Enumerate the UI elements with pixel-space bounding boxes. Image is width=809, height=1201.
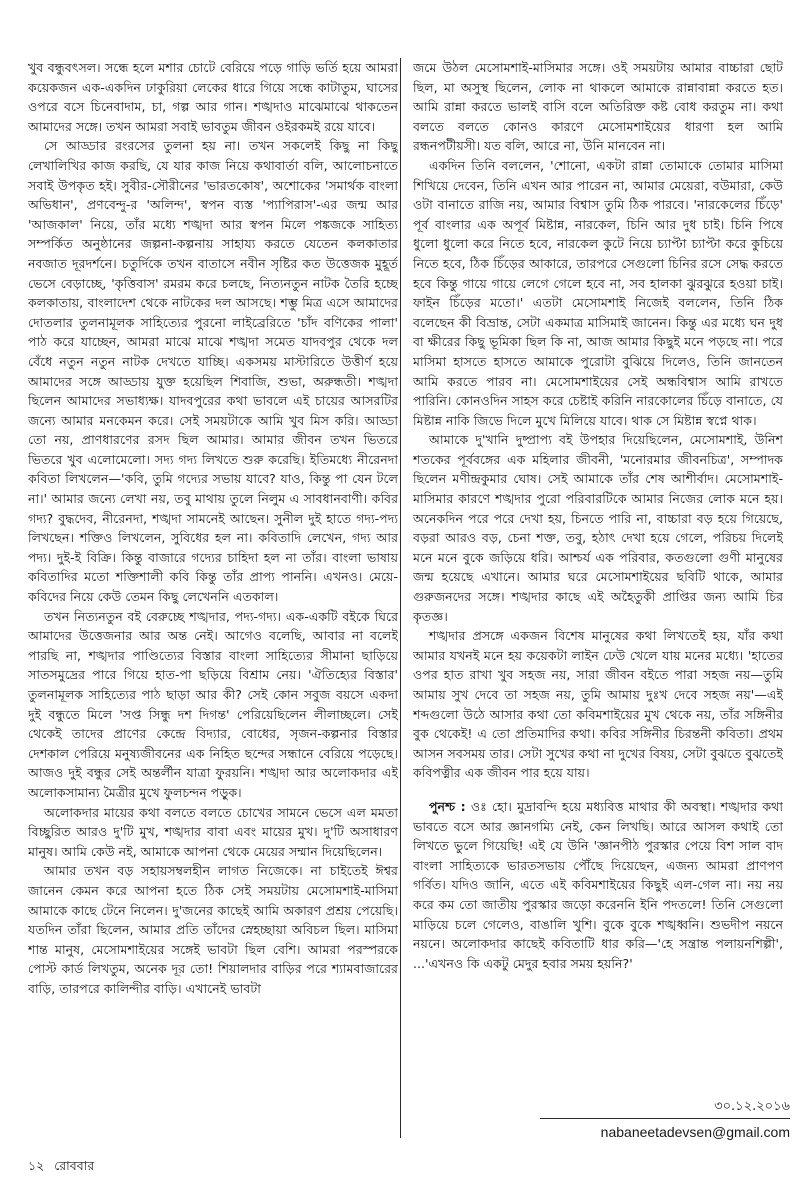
paragraph: অলোকদার মায়ের কথা বলতে বলতে চোখের সামনে ভেসে এল মমতা বিচ্ছুরিত আরও দু'টি মুখ, শঙ্খদার বাবা এবং মায়ের মুখ। দু'টি অসাধারণ মানুষ। আমি কেউ নই, আমাকে আপনা থেকে মেয়ের সম্মান দিয়েছিলেন। bbox=[28, 804, 398, 859]
paragraph: খুব বন্ধুবৎসল। সন্ধে হলে মশার চোটে বেরিয়ে পড়ে গাড়ি ভর্তি হয়ে আমরা কয়েকজন এক-একদিন ঢাকুরিয়া লেকের ধারে গিয়ে সন্ধে কাটাতুম, ঘাসের ওপরে বসে চিনেবাদাম, চা, গল্প আর গান। শঙ্খদাও মাঝেমাঝে থাকতেন আমাদের সঙ্গে। তখন আমরা সবাই ভাবতুম জীবন ওইরকমই রয়ে যাবে। bbox=[28, 60, 398, 134]
paragraph: সে আড্ডার রংরসের তুলনা হয় না। তখন সকলেই কিছু না কিছু লেখালিখির কাজ করছি, যে যার কাজ নিয়ে কথাবার্তা বলি, আলোচনাতে সবাই উপকৃত হই। সুবীর-সৌরীনের 'ভারতকোষ', অশোকের 'সমার্থক বাংলা অভিধান', প্রণবেন্দু-র 'অলিন্দ', স্বপন ব্যস্ত 'প্যাপিরাস'-এর জন্ম আর 'আজকাল' নিয়ে, তাঁর মধ্যে শঙ্খদা আর স্বপন মিলে পঙ্কজকে সাহিত্য সম্পর্কিত অনুষ্ঠানের জল্পনা-কল্পনায় সাহায্য করতে যেতেন কলকাতার নবজাত দূরদর্শনে। চতুর্দিকে তখন বাতাসে নবীন সৃষ্টির কত উত্তেজক মুহূর্ত ভেসে বেড়াচ্ছে, 'কৃত্তিবাস' রমরম করে চলছে, নিত্যনতুন নাটক তৈরি হচ্ছে কলকাতায়, বাংলাদেশ থেকে নাটকের দল আসছে। শম্ভু মিত্র এসে আমাদের দোতলার তুলনামূলক সাহিত্যের পুরনো লাইব্রেরিতে 'চাঁদ বণিকের পালা' পাঠ করে যাচ্ছেন, আমরা মাঝে মাঝে শঙ্খদা সমেত যাদবপুর থেকে দল বেঁধে নতুন নতুন নাটক দেখতে যাচ্ছি। একসময় মাস্টারিতে উত্তীর্ণ হয়ে আমাদের সঙ্গে আড্ডায় যুক্ত হয়েছিল শিবাজি, শুভা, অরুন্ধতী। শঙ্খদা ছিলেন আমাদের সভাধ্যক্ষ। যাদবপুরের কথা ভাবলে এই চায়ের আসরটির জন্যে আমার মনকেমন করে। সেই সময়টাকে আমি খুব মিস করি। আড্ডা তো নয়, প্রাণধারণের রসদ ছিল আমার। আমার জীবন তখন ভিতরে ভিতরে খুব এলোমেলো। সদ্য গদ্য লিখতে শুরু করেছি। ইতিমধ্যে নীরেনদা কবিতা লিখলেন—'কবি, তুমি গদ্যের সভায় যাবে? যাও, কিন্তু পা যেন টলে না।' আমার জন্যে লেখা নয়, তবু মাথায় তুলে নিলুম এ সাবধানবাণী। কবির গদ্য? বুদ্ধদেব, নীরেনদা, শঙ্খদা সামনেই আছেন। সুনীল দুই হাতে গদ্য-পদ্য লিখছেন। শক্তিও লিখলেন, সুবিধের হল না। কবিতাদি লেখেন, গদ্য আর পদ্য। দুই-ই বিক্রি। কিন্তু বাজারে গদ্যের চাহিদা হল না তাঁর। বাংলা ভাষায় কবিতাদির মতো শক্তিশালী কবি কিন্তু তাঁর প্রাপ্য পাননি। এখনও। মেয়ে-কবিদের নিয়ে কেউ তেমন কিছু লেখেননি এতকাল। bbox=[28, 138, 398, 605]
right-column bbox=[413, 58, 783, 1068]
postscript-text: ওঃ হো। মুদ্রাবন্দি হয়ে মধ্যবিত্ত মাথার কী অবস্থা। শঙ্খদার কথা ভাবতে বসে আর জ্ঞানগম্যি নেই, কেন লিখছি। আরে আসল কথাই তো লিখতে ভুলে গিয়েছি! এই যে উনি 'জ্ঞানপীঠ পুরস্কার পেয়ে বিশ সাল বাদ বাংলা সাহিত্যকে ভারতসভায় পৌঁছে দিয়েছেন, এজন্য আমরা প্রাণপণ গর্বিত। যদিও জানি, এতে এই কবিমশাইয়ের কিছুই এল-গেল না। নয় নয় করে কম তো জাতীয় পুরস্কার জড়ো করেননি ইনি পদতলে! তিনি সেগুলো মাড়িয়ে চলে গেলেও, বাঙালি খুশি। বুকে বুকে শঙ্খধ্বনি। শুভদীপ নয়নে নয়নে। অলোকদার কাছেই কবিতাটি ধার করি—'হে সন্ত্রান্ত পলায়নশিল্পী', ...'এখনও কি একটু মেদুর হবার সময় হয়নি?' bbox=[413, 798, 783, 971]
paragraph: আমার তখন বড় সহায়সম্বলহীন লাগত নিজেকে। না চাইতেই ঈশ্বর জানেন কেমন করে আপনা হতে ঠিক সেই সময়টায় মেসোমশাই-মাসিমা আমাকে কাছে টেনে নিলেন। দু'জনের কাছেই আমি অকারণ প্রশ্রয় পেয়েছি। যতদিন তাঁরা ছিলেন, আমার প্রতি তাঁদের স্নেহচ্ছায়া অবিচল ছিল। মাসিমা শান্ত মানুষ, মেসোমশাইয়ের সঙ্গেই ভাবটা ছিল বেশি। আমরা পরস্পরকে পোস্ট কার্ড লিখতুম, অনেক দূর তো! শিয়ালদার বাড়ির পরে শ্যামবাজারের বাড়ি, তারপরে কালিন্দীর বাড়ি। এখানেই ভাবটা bbox=[28, 863, 398, 996]
page-footer bbox=[28, 1158, 100, 1178]
section-gap bbox=[413, 783, 783, 797]
paragraph: জমে উঠল মেসোমশাই-মাসিমার সঙ্গে। ওই সময়টায় আমার বাচ্চারা ছোট ছিল, মা অসুস্থ ছিলেন, লোক না থাকলে আমাকে রান্নাবান্না করতে হত। আমি রান্না করতে ভালই বাসি বলে অতিরিক্ত কষ্ট বোধ করতুম না। কথা বলতে বলতে কোনও কারণে মেসোমশাইয়ের ধারণা হল আমি রন্ধনপটীয়সী। যত বলি, আরে না, উনি মানবেন না। bbox=[413, 60, 783, 154]
page-number: ১২ bbox=[28, 1158, 45, 1173]
signoff-date: ৩০.১২.২০১৬ bbox=[714, 1099, 790, 1114]
signoff-rule bbox=[540, 1118, 790, 1119]
author-email: nabaneetadevsen@gmail.com bbox=[600, 1124, 790, 1140]
postscript bbox=[413, 797, 783, 973]
postscript-label: পুনশ্চ : bbox=[429, 798, 466, 814]
section-name: রোববার bbox=[54, 1158, 95, 1173]
column-divider bbox=[400, 58, 401, 1138]
paragraph: শঙ্খদার প্রসঙ্গে একজন বিশেষ মানুষের কথা লিখতেই হয়, যাঁর কথা আমার যখনই মনে হয় কয়েকটা লাইন ঢেউ খেলে যায় মনের মধ্যে। 'হাতের ওপর হাত রাখা খুব সহজ নয়, সারা জীবন বইতে পারা সহজ নয়—তুমি আমায় সুখ দেবে তা সহজ নয়, তুমি আমায় দুঃখ দেবে সহজ নয়'—এই শব্দগুলো উঠে আসার কথা তো কবিমশাইয়ের মুখ থেকে নয়, তাঁর সঙ্গিনীর বুক থেকেই! এ তো প্রতিমাদির কথা। কবির সঙ্গিনীর চিরন্তনী কবিতা। প্রথম আসন সবসময় তার। সেটা সুখের কথা না দুখের বিষয়, সেটা বুঝতে বুঝতেই কবিপত্নীর এক জীবন পার হয়ে যায়। bbox=[413, 628, 783, 781]
paragraph: তখন নিত্যনতুন বই বেরুচ্ছে শঙ্খদার, পদ্য-গদ্য। এক-একটি বইকে ঘিরে আমাদের উত্তেজনার আর অন্ত নেই। আগেও বলেছি, আবার না বলেই পারছি না, শঙ্খদার পাণ্ডিত্যের বিস্তার বাংলা সাহিত্যের সীমানা ছাড়িয়ে সাতসমুদ্রের পারে গিয়ে হাত-পা ছড়িয়ে বিশ্রাম নেয়। 'ঐতিহ্যের বিস্তার' তুলনামূলক সাহিত্যের পাঠ ছাড়া আর কী? সেই কোন সবুজ বয়সে একদা দুই বন্ধুতে মিলে 'সপ্ত সিন্ধু দশ দিগন্ত' পেরিয়েছিলেন লীলাচ্ছলে। সেই থেকেই তাদের প্রাণের কেন্দ্রে বিদ্যার, বোধের, সৃজন-কল্পনার বিস্তার দেশকাল পেরিয়ে মনুষ্যজীবনের এক নিহিত ছন্দের সন্ধানে বেরিয়ে পড়েছে। আজও দুই বন্ধুর সেই অন্তর্লীন যাত্রা ফুরয়নি। শঙ্খদা আর অলোকদার এই অলোকসামান্য মৈত্রীর মুখে ফুলচন্দন পড়ুক। bbox=[28, 608, 398, 800]
paragraph: একদিন তিনি বললেন, 'শোনো, একটা রান্না তোমাকে তোমার মাসিমা শিখিয়ে দেবেন, তিনি এখন আর পারেন না, আমার মেয়েরা, বউমারা, কেউ ওটা বানাতে রাজি নয়, আমার বিশ্বাস তুমি ঠিক পারবে। 'নারকেলের চিঁড়ে' পূর্ব বাংলার এক অপূর্ব মিষ্টান্ন, নারকেল, চিনি আর দুধ চাই। চিনি পিষে ধুলো ধুলো করে নিতে হবে, নারকেল কুটে নিয়ে চ্যাপ্টা চ্যাপ্টা করে কুচিয়ে নিতে হবে, ঠিক চিঁড়ের আকারে, তারপরে সেগুলো চিনির রসে সেদ্ধ করতে হবে কিন্তু গায়ে গায়ে লেগে গেলে হবে না, সব হালকা ঝুরঝুরে হওয়া চাই। ফাইন চিঁড়ের মতো।' এতটা মেসোমশাই নিজেই বললেন, তিনি ঠিক বলেছেন কী বিভ্রান্ত, সেটা একমাত্র মাসিমাই জানেন। কিন্তু এর মধ্যে ঘন দুধ বা ক্ষীরের কিছু ভূমিকা ছিল কি না, আজ আমার কিছুই মনে পড়ছে না। পরে মাসিমা হাসতে হাসতে আমাকে পুরোটা বুঝিয়ে দিলেও, তিনি জানতেন আমি করতে পারব না। মেসোমশাইয়ের সেই অন্ধবিশ্বাস আমি রাখতে পারিনি। কোনওদিন সাহস করে চেষ্টাই করিনি নারকোলের চিঁড়ে বানাতে, যে মিষ্টান্ন নাকি জিভে দিলে মুখে মিলিয়ে যাবে। থাক সে মিষ্টান্ন স্বপ্নে থাক। bbox=[413, 157, 783, 428]
signoff bbox=[540, 1098, 790, 1141]
left-column bbox=[28, 58, 398, 1158]
paragraph: আমাকে দু'খানি দুষ্প্রাপ্য বই উপহার দিয়েছিলেন, মেসোমশাই, উনিশ শতকের পূর্ববঙ্গের এক মহিলার জীবনী, 'মনোরমার জীবনচিত্র', সম্পাদক ছিলেন মণীন্দ্রকুমার ঘোষ। সেই আমাকে তাঁর শেষ আশীর্বাদ। মেসোমশাই-মাসিমার কারণে শঙ্খদার পুরো পরিবারটিকে আমার নিজের লোক মনে হয়। অনেকদিন পরে পরে দেখা হয়, চিনতে পারি না, বাচ্চারা বড় হয়ে গিয়েছে, বড়রা আরও বড়, চেনা শক্ত, তবু, হঠাৎ দেখা হয়ে গেলে, পরিচয় দিলেই মনে মনে বুকে জড়িয়ে ধরি। আশ্চর্য এক পরিবার, কতগুলো গুণী মানুষের জন্ম হয়েছে এখানে। আমার ঘরে মেসোমশাইয়ের ছবিটি থাকে, আমার গুরুজনদের সঙ্গে। শঙ্খদার কাছে এই অহৈতুকী প্রাপ্তির জন্য আমি চির কৃতজ্ঞ। bbox=[413, 432, 783, 624]
